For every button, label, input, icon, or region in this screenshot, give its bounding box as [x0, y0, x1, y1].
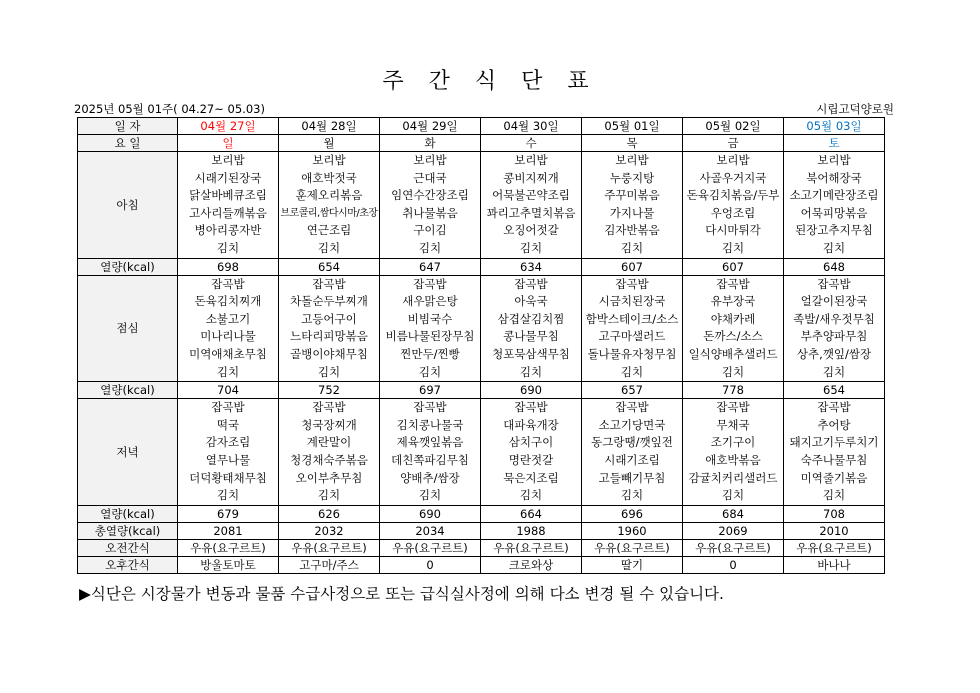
- dinner-cell: [784, 399, 885, 506]
- dish-item: 돈육김치볶음/두부: [686, 188, 780, 203]
- dish-item: 애호박볶음: [705, 452, 761, 467]
- dish-item: 족발/새우젓무침: [793, 311, 875, 326]
- dish-item: 보리밥: [514, 153, 548, 167]
- dish-item: 가지나물: [609, 205, 655, 220]
- dish-item: 돈육김치찌개: [194, 294, 262, 309]
- date-cell: 05월 03일: [784, 118, 885, 135]
- dish-item: 잡곡밥: [615, 400, 649, 415]
- kcal-cell: 708: [784, 505, 885, 522]
- am-snack-cell: 우유(요구르트): [582, 539, 683, 556]
- am-snack-cell: 우유(요구르트): [683, 539, 784, 556]
- dish-item: 소고기당면국: [598, 417, 666, 432]
- dish-item: 김치: [721, 488, 745, 503]
- dish-item: 콩나물무침: [503, 329, 559, 344]
- lunch-label: 점심: [78, 275, 178, 382]
- dish-item: 김치: [822, 488, 846, 503]
- am-snack-cell: 우유(요구르트): [380, 539, 481, 556]
- pm-snack-cell: 방울토마토: [178, 556, 279, 573]
- dish-item: 야채카레: [710, 311, 756, 326]
- dish-item: 감귤치커리샐러드: [688, 470, 778, 485]
- dish-item: 찐만두/찐빵: [400, 346, 460, 361]
- kcal-label: 열량(kcal): [78, 258, 178, 275]
- dish-item: 임연수간장조림: [391, 188, 469, 203]
- dish-item: 콩비지찌개: [503, 170, 559, 185]
- date-row: [78, 118, 885, 135]
- date-cell: 05월 01일: [582, 118, 683, 135]
- dish-item: 무채국: [716, 417, 750, 432]
- weekday-cell: 화: [380, 135, 481, 152]
- am-snack-label: 오전간식: [78, 539, 178, 556]
- dish-item: 고구마샐러드: [598, 329, 666, 344]
- dish-item: 보리밥: [716, 153, 750, 167]
- menu-change-notice: ▶식단은 시장물가 변동과 물품 수급사정으로 또는 급식실사정에 의해 다소 변경 될 수 있습니다.: [79, 585, 724, 603]
- dish-item: 잡곡밥: [615, 276, 649, 291]
- dish-item: 돈까스/소스: [703, 329, 763, 344]
- dish-item: 김치: [519, 488, 543, 503]
- dish-item: 함박스테이크/소스: [585, 311, 679, 326]
- breakfast-cell: [481, 152, 582, 259]
- kcal-cell: 704: [178, 382, 279, 399]
- kcal-cell: 697: [380, 382, 481, 399]
- weekday-cell: 토: [784, 135, 885, 152]
- dish-item: 떡국: [216, 417, 240, 432]
- dish-item: 열무나물: [205, 452, 251, 467]
- pm-snack-cell: 크로와상: [481, 556, 582, 573]
- dish-item: 추어탕: [817, 417, 851, 432]
- dinner-row: [78, 399, 885, 506]
- dish-item: 차돌순두부찌개: [290, 294, 368, 309]
- date-cell: 05월 02일: [683, 118, 784, 135]
- dish-item: 다시마튀각: [705, 223, 761, 238]
- dish-item: 잡곡밥: [817, 400, 851, 415]
- dish-item: 우엉조림: [710, 205, 756, 220]
- breakfast-cell: [784, 152, 885, 259]
- dish-item: 김치: [418, 364, 442, 379]
- date-cell: 04월 27일: [178, 118, 279, 135]
- dish-item: 김치: [721, 240, 745, 255]
- dish-item: 더덕황태채무침: [189, 470, 267, 485]
- dish-item: 동그랑땡/깻잎전: [591, 435, 673, 450]
- kcal-cell: 654: [784, 382, 885, 399]
- breakfast-label: 아침: [78, 152, 178, 259]
- dish-item: 오징어젓갈: [503, 223, 559, 238]
- kcal-cell: 647: [380, 258, 481, 275]
- kcal-cell: 657: [582, 382, 683, 399]
- dish-item: 김치: [317, 488, 341, 503]
- dish-item: 누룽지탕: [609, 170, 655, 185]
- dish-item: 잡곡밥: [817, 276, 851, 291]
- dish-item: 미역애채초무침: [189, 346, 267, 361]
- lunch-cell: [481, 275, 582, 382]
- facility-name: 시립고덕양로원: [816, 102, 894, 116]
- date-cell: 04월 28일: [279, 118, 380, 135]
- dish-item: 김치: [620, 240, 644, 255]
- total-kcal-cell: 1960: [582, 522, 683, 539]
- dish-item: 잡곡밥: [312, 400, 346, 415]
- dish-item: 유부장국: [710, 294, 756, 309]
- dish-item: 닭살바베큐조림: [189, 188, 267, 203]
- dish-item: 병아리콩자반: [194, 223, 262, 238]
- dish-item: 애호박젓국: [301, 170, 357, 185]
- lunch-row: [78, 275, 885, 382]
- dish-item: 감자조림: [205, 435, 251, 450]
- dish-item: 제육깻잎볶음: [396, 435, 464, 450]
- total-kcal-cell: 2034: [380, 522, 481, 539]
- pm-snack-label: 오후간식: [78, 556, 178, 573]
- dish-item: 브로콜리,쌈다시마/초장: [280, 207, 378, 219]
- dish-item: 시금치된장국: [598, 294, 666, 309]
- lunch-cell: [683, 275, 784, 382]
- dish-item: 비빔국수: [407, 311, 453, 326]
- dish-item: 김치: [216, 364, 240, 379]
- kcal-cell: 648: [784, 258, 885, 275]
- dish-item: 잡곡밥: [514, 276, 548, 291]
- page-title: 주 간 식 단 표: [382, 69, 598, 94]
- dish-item: 대파육개장: [503, 417, 559, 432]
- dish-item: 보리밥: [312, 153, 346, 167]
- weekday-cell: 일: [178, 135, 279, 152]
- kcal-cell: 696: [582, 505, 683, 522]
- weekday-cell: 월: [279, 135, 380, 152]
- total-kcal-cell: 2081: [178, 522, 279, 539]
- weekly-menu-table: [77, 117, 885, 574]
- dinner-cell: [178, 399, 279, 506]
- am-snack-cell: 우유(요구르트): [784, 539, 885, 556]
- dish-item: 느타리피망볶음: [290, 329, 368, 344]
- kcal-label: 열량(kcal): [78, 382, 178, 399]
- dish-item: 골뱅이야채무침: [290, 346, 368, 361]
- kcal-cell: 664: [481, 505, 582, 522]
- breakfast-row: [78, 152, 885, 259]
- total-kcal-cell: 2010: [784, 522, 885, 539]
- dish-item: 미역줄기볶음: [800, 470, 868, 485]
- breakfast-kcal-row: [78, 258, 885, 275]
- dish-item: 김치: [822, 364, 846, 379]
- dish-item: 돼지고기두루치기: [789, 435, 879, 450]
- dish-item: 보리밥: [817, 153, 851, 167]
- breakfast-cell: [683, 152, 784, 259]
- dish-item: 김치콩나물국: [396, 417, 464, 432]
- dish-item: 김치: [216, 240, 240, 255]
- kcal-cell: 607: [683, 258, 784, 275]
- weekday-cell: 목: [582, 135, 683, 152]
- dinner-cell: [380, 399, 481, 506]
- dish-item: 김자반볶음: [604, 223, 660, 238]
- pm-snack-cell: 고구마/주스: [279, 556, 380, 573]
- dish-item: 새우맑은탕: [402, 294, 458, 309]
- dish-item: 소불고기: [205, 311, 251, 326]
- kcal-cell: 778: [683, 382, 784, 399]
- dish-item: 부추양파무침: [800, 329, 868, 344]
- dish-item: 삼치구이: [508, 435, 554, 450]
- dish-item: 미나리나물: [200, 329, 256, 344]
- dish-item: 구이김: [413, 223, 447, 238]
- date-label: 일 자: [78, 118, 178, 135]
- am-snack-cell: 우유(요구르트): [481, 539, 582, 556]
- dish-item: 삼겹살김치찜: [497, 311, 565, 326]
- dish-item: 잡곡밥: [211, 276, 245, 291]
- total-kcal-row: [78, 522, 885, 539]
- dish-item: 시래기된장국: [194, 170, 262, 185]
- dish-item: 계란말이: [306, 435, 352, 450]
- kcal-cell: 679: [178, 505, 279, 522]
- weekday-cell: 금: [683, 135, 784, 152]
- dish-item: 보리밥: [413, 153, 447, 167]
- dish-item: 청경채숙주볶음: [290, 452, 368, 467]
- kcal-cell: 654: [279, 258, 380, 275]
- dish-item: 비름나물된장무침: [385, 329, 475, 344]
- dish-item: 잡곡밥: [716, 276, 750, 291]
- dish-item: 취나물볶음: [402, 205, 458, 220]
- dish-item: 김치: [822, 240, 846, 255]
- dish-item: 고등어구이: [301, 311, 357, 326]
- total-kcal-label: 총열량(kcal): [78, 522, 178, 539]
- dinner-cell: [582, 399, 683, 506]
- breakfast-cell: [582, 152, 683, 259]
- dish-item: 어묵불곤약조림: [492, 188, 570, 203]
- dish-item: 상추,깻잎/쌈장: [796, 346, 872, 361]
- dinner-label: 저녁: [78, 399, 178, 506]
- breakfast-cell: [380, 152, 481, 259]
- date-cell: 04월 29일: [380, 118, 481, 135]
- dish-item: 청포묵삼색무침: [492, 346, 570, 361]
- kcal-cell: 626: [279, 505, 380, 522]
- kcal-cell: 690: [380, 505, 481, 522]
- kcal-cell: 607: [582, 258, 683, 275]
- dish-item: 소고기메란장조림: [789, 188, 879, 203]
- kcal-cell: 634: [481, 258, 582, 275]
- dish-item: 오이부추무침: [295, 470, 363, 485]
- kcal-cell: 752: [279, 382, 380, 399]
- pm-snack-cell: 바나나: [784, 556, 885, 573]
- dish-item: 김치: [620, 364, 644, 379]
- kcal-cell: 698: [178, 258, 279, 275]
- breakfast-cell: [279, 152, 380, 259]
- dish-item: 김치: [418, 488, 442, 503]
- menu-period: 2025년 05월 01주( 04.27~ 05.03): [74, 102, 265, 116]
- kcal-cell: 684: [683, 505, 784, 522]
- dish-item: 근대국: [413, 170, 447, 185]
- dish-item: 양배추/쌈장: [400, 470, 460, 485]
- dish-item: 고들빼기무침: [598, 470, 666, 485]
- dish-item: 잡곡밥: [413, 400, 447, 415]
- dish-item: 잡곡밥: [514, 400, 548, 415]
- dish-item: 얼갈이된장국: [800, 294, 868, 309]
- dish-item: 돌나물유자청무침: [587, 346, 677, 361]
- dish-item: 데친쪽파김무침: [391, 452, 469, 467]
- dish-item: 김치: [418, 240, 442, 255]
- dish-item: 조기구이: [710, 435, 756, 450]
- dish-item: 김치: [317, 240, 341, 255]
- dish-item: 김치: [317, 364, 341, 379]
- dinner-cell: [683, 399, 784, 506]
- lunch-kcal-row: [78, 382, 885, 399]
- dish-item: 북어해장국: [806, 170, 862, 185]
- am-snack-row: [78, 539, 885, 556]
- lunch-cell: [380, 275, 481, 382]
- dish-item: 사골우거지국: [699, 170, 767, 185]
- dish-item: 훈제오리볶음: [295, 188, 363, 203]
- total-kcal-cell: 1988: [481, 522, 582, 539]
- lunch-cell: [784, 275, 885, 382]
- lunch-cell: [279, 275, 380, 382]
- dish-item: 청국장찌개: [301, 417, 357, 432]
- kcal-cell: 690: [481, 382, 582, 399]
- breakfast-cell: [178, 152, 279, 259]
- dish-item: 잡곡밥: [716, 400, 750, 415]
- weekday-row: [78, 135, 885, 152]
- dish-item: 보리밥: [615, 153, 649, 167]
- dish-item: 꽈리고추멸치볶음: [486, 205, 576, 220]
- dish-item: 김치: [519, 364, 543, 379]
- dish-item: 된장고추지무침: [795, 223, 873, 238]
- dish-item: 김치: [216, 488, 240, 503]
- dish-item: 숙주나물무침: [800, 452, 868, 467]
- pm-snack-cell: 0: [380, 556, 481, 573]
- dish-item: 연근조림: [306, 223, 352, 238]
- pm-snack-row: [78, 556, 885, 573]
- pm-snack-cell: 딸기: [582, 556, 683, 573]
- dish-item: 시래기조림: [604, 452, 660, 467]
- dish-item: 일식양배추샐러드: [688, 346, 778, 361]
- dish-item: 묵은지조림: [503, 470, 559, 485]
- dish-item: 김치: [519, 240, 543, 255]
- pm-snack-cell: 0: [683, 556, 784, 573]
- dish-item: 보리밥: [211, 153, 245, 167]
- dinner-kcal-row: [78, 505, 885, 522]
- dish-item: 어묵피망볶음: [800, 205, 868, 220]
- weekday-label: 요 일: [78, 135, 178, 152]
- dish-item: 명란젓갈: [508, 452, 554, 467]
- dish-item: 김치: [721, 364, 745, 379]
- date-cell: 04월 30일: [481, 118, 582, 135]
- dinner-cell: [481, 399, 582, 506]
- am-snack-cell: 우유(요구르트): [279, 539, 380, 556]
- weekday-cell: 수: [481, 135, 582, 152]
- dish-item: 잡곡밥: [413, 276, 447, 291]
- lunch-cell: [582, 275, 683, 382]
- dish-item: 주꾸미볶음: [604, 188, 660, 203]
- dish-item: 고사리들깨볶음: [189, 205, 267, 220]
- total-kcal-cell: 2069: [683, 522, 784, 539]
- kcal-label: 열량(kcal): [78, 505, 178, 522]
- dish-item: 김치: [620, 488, 644, 503]
- lunch-cell: [178, 275, 279, 382]
- dish-item: 잡곡밥: [312, 276, 346, 291]
- am-snack-cell: 우유(요구르트): [178, 539, 279, 556]
- dish-item: 잡곡밥: [211, 400, 245, 415]
- total-kcal-cell: 2032: [279, 522, 380, 539]
- dish-item: 아욱국: [514, 294, 548, 309]
- dinner-cell: [279, 399, 380, 506]
